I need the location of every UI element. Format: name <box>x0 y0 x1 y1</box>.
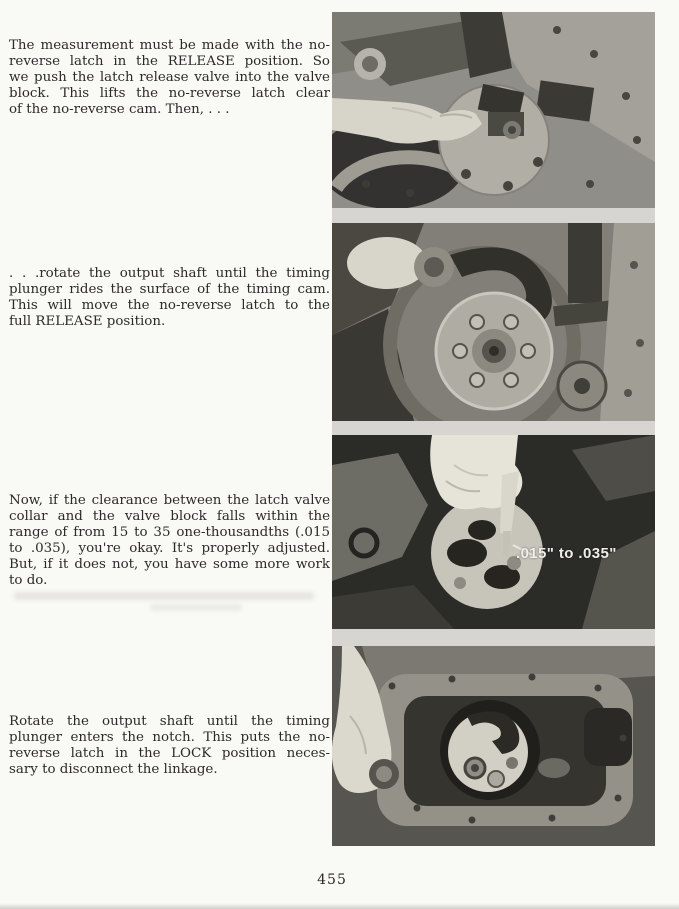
text-line: sary to disconnect the linkage. <box>9 762 218 777</box>
text-line: collar and the valve block falls within the <box>9 509 330 524</box>
text-line: we push the latch release valve into the valve <box>9 70 330 85</box>
text-line: But, if it does not, you have some more work <box>9 557 330 572</box>
text-line: of the no-reverse cam. Then, . . . <box>9 102 230 117</box>
page-number: 455 <box>317 872 347 888</box>
text-line: The measurement must be made with the no- <box>9 38 330 53</box>
transmission-top-view-illustration <box>332 12 655 208</box>
text-line: to .035), you're okay. It's properly adjusted. <box>9 541 330 556</box>
text-line: Now, if the clearance between the latch valve <box>9 493 330 508</box>
clearance-measurement-illustration <box>332 435 655 629</box>
text-line: . . .rotate the output shaft until the timing <box>9 266 330 281</box>
figure-clearance-measurement-photo <box>332 435 655 629</box>
show-through-smudge <box>14 592 314 600</box>
paragraph-clearance-range <box>9 493 330 589</box>
text-line: reverse latch in the RELEASE position. So <box>9 54 330 69</box>
text-line: block. This lifts the no-reverse latch clear <box>9 86 330 101</box>
text-line: reverse latch in the LOCK position neces- <box>9 746 330 761</box>
figure-timing-cam-release-photo <box>332 223 655 421</box>
paragraph-rotate-output-shaft-lock <box>9 714 330 778</box>
paragraph-push-latch-release-valve <box>9 38 330 118</box>
text-line: plunger enters the notch. This puts the no- <box>9 730 330 745</box>
text-line: plunger rides the surface of the timing cam. <box>9 282 330 297</box>
text-line: Rotate the output shaft until the timing <box>9 714 330 729</box>
text-line: full RELEASE position. <box>9 314 166 329</box>
latch-lock-illustration <box>332 646 655 846</box>
scan-edge-shadow <box>0 903 679 909</box>
show-through-smudge <box>150 604 242 611</box>
paragraph-rotate-output-shaft-release <box>9 266 330 330</box>
timing-cam-illustration <box>332 223 655 421</box>
figure-push-latch-release-valve-photo <box>332 12 655 208</box>
text-line: range of from 15 to 35 one-thousandths (.015 <box>9 525 330 540</box>
figure-latch-lock-position-photo <box>332 646 655 846</box>
photo-column <box>332 12 655 846</box>
text-line: This will move the no-reverse latch to the <box>9 298 330 313</box>
clearance-range-label: .015" to .035" <box>516 545 617 562</box>
text-line: to do. <box>9 573 48 588</box>
